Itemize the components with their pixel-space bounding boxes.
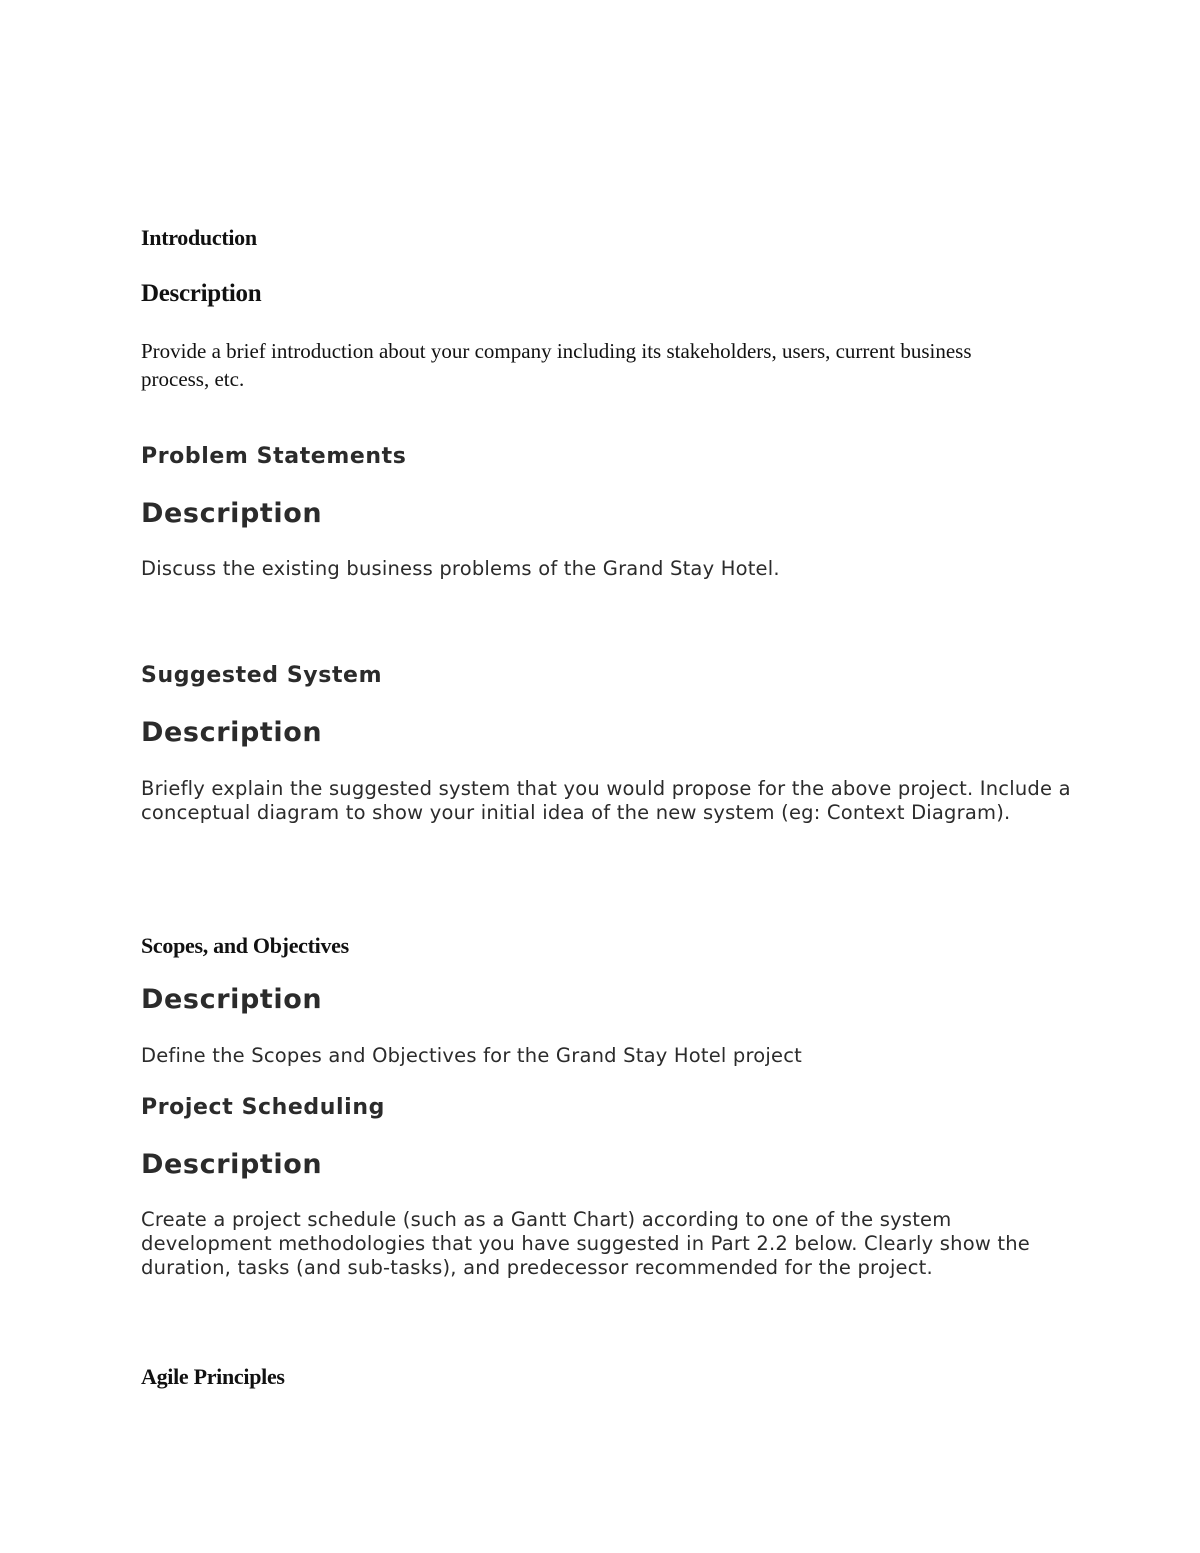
- introduction-body: Provide a brief introduction about your company including its stakeholders, users, current business process, etc.: [141, 339, 972, 391]
- agile-principles-heading: Agile Principles: [141, 1364, 285, 1389]
- suggested-system-heading: Suggested System: [141, 663, 383, 688]
- scopes-description-heading: Description: [141, 984, 323, 1015]
- problem-description-heading: Description: [141, 498, 323, 529]
- suggested-description-heading: Description: [141, 717, 323, 748]
- introduction-description-heading: Description: [141, 280, 262, 307]
- problem-statements-body: Discuss the existing business problems of the Grand Stay Hotel.: [141, 557, 780, 580]
- project-scheduling-heading: Project Scheduling: [141, 1095, 385, 1120]
- scopes-objectives-body: Define the Scopes and Objectives for the Grand Stay Hotel project: [141, 1044, 802, 1067]
- scheduling-description-heading: Description: [141, 1149, 323, 1180]
- scopes-objectives-heading: Scopes, and Objectives: [141, 933, 349, 958]
- project-scheduling-body: Create a project schedule (such as a Gantt Chart) according to one of the system development methodologies that you have suggested in Part 2.2 below. Clearly show the duration, tasks (and sub-tasks), and predecessor recommended for the project.: [141, 1208, 1030, 1279]
- suggested-system-body: Briefly explain the suggested system that you would propose for the above project. Include a conceptual diagram to show your initial idea of the new system (eg: Context Diagram).: [141, 777, 1071, 824]
- introduction-heading: Introduction: [141, 225, 257, 250]
- problem-statements-heading: Problem Statements: [141, 444, 407, 469]
